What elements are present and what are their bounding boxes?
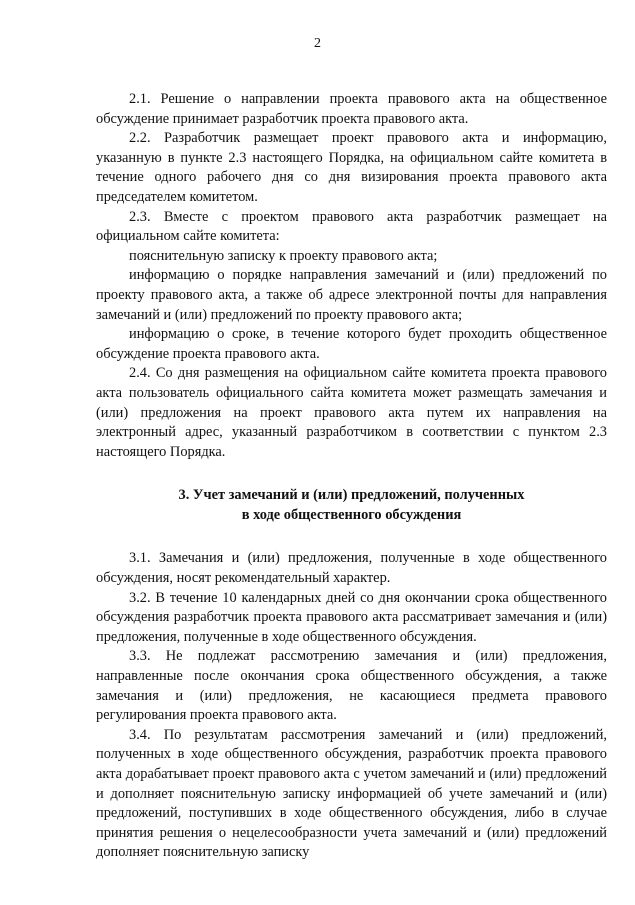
list-item-explanatory-note: пояснительную записку к проекту правового акта; [129, 247, 438, 264]
list-item-discussion-period: информацию о сроке, в течение которого будет проходить общественное обсуждение проекта правового акта. [96, 326, 607, 362]
paragraph-2-4: 2.4. Со дня размещения на официальном сайте комитета проекта правового акта пользователь официального сайта комитета может размещать замечания и (или) предложения на проект правового акта путем их направления на электронный адрес, указанный разработчиком в соответствии с пунктом 2.3 настоящего Порядка. [96, 365, 607, 460]
paragraph-3-4: 3.4. По результатам рассмотрения замечаний и (или) предложений, полученных в ходе общественного обсуждения, разработчик проекта правового акта дорабатывает проект правового акта с учетом замечаний и (или) предложений и дополняет пояснительную записку информацией об учете замечаний и (или) предложений, поступивших в ходе общественного обсуждения, либо в случае принятия решения о нецелесообразности учета замечаний и (или) предложений дополняет пояснительную записку [96, 726, 607, 861]
paragraph-2-1: 2.1. Решение о направлении проекта правового акта на общественное обсуждение принимает разработчик проекта правового акта. [96, 91, 607, 127]
page-number: 2 [314, 36, 321, 51]
paragraph-2-3: 2.3. Вместе с проектом правового акта разработчик размещает на официальном сайте комитета: [96, 208, 607, 245]
list-item-submission-procedure: информацию о порядке направления замечаний и (или) предложений по проекту правового акта, а также об адресе электронной почты для направления замечаний и (или) предложений по проекту правового акта; [96, 267, 607, 323]
paragraph-3-1: 3.1. Замечания и (или) предложения, полученные в ходе общественного обсуждения, носят рекомендательный характер. [96, 550, 607, 587]
section-heading-line-1: 3. Учет замечаний и (или) предложений, полученных [178, 487, 525, 504]
paragraph-3-3: 3.3. Не подлежат рассмотрению замечания и (или) предложения, направленные после окончания срока общественного обсуждения, а также замечания и (или) предложения, не касающиеся предмета правового регулирования проекта правового акта. [96, 648, 607, 724]
document-body [96, 90, 607, 863]
paragraph-2-2: 2.2. Разработчик размещает проект правового акта и информацию, указанную в пункте 2.3 настоящего Порядка, на официальном сайте комитета в течение одного рабочего дня со дня визирования проекта правового акта председателем комитетом. [96, 130, 607, 205]
paragraph-3-2: 3.2. В течение 10 календарных дней со дня окончании срока общественного обсуждения разработчик проекта правового акта рассматривает замечания и (или) предложения, полученные в ходе общественного обсуждения. [96, 589, 607, 645]
section-heading-line-2: в ходе общественного обсуждения [241, 506, 462, 523]
section-3-heading [96, 486, 607, 525]
